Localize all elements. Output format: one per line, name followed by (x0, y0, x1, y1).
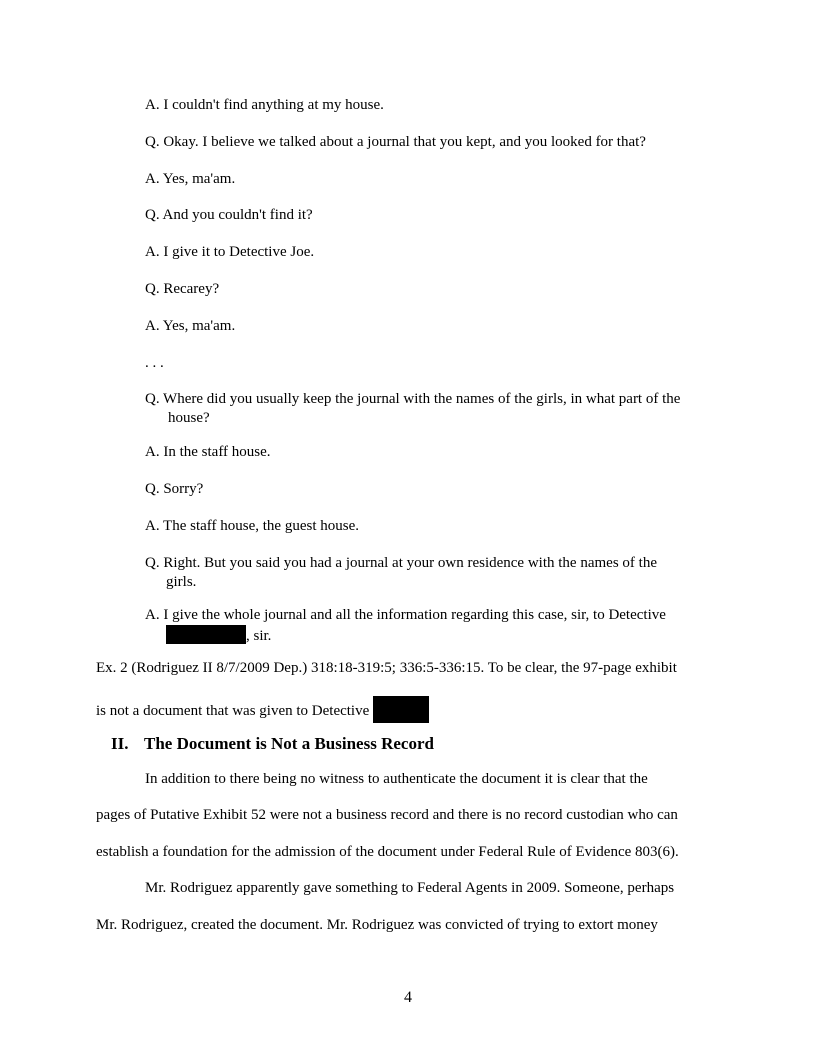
citation-text: is not a document that was given to Detective (96, 703, 370, 719)
paragraph-line: establish a foundation for the admission of the document under Federal Rule of Evidence 803(6). (96, 844, 679, 860)
transcript-line: Q. Sorry? (145, 481, 204, 497)
transcript-line: A. Yes, ma'am. (145, 318, 236, 334)
paragraph-line: Mr. Rodriguez apparently gave something to Federal Agents in 2009. Someone, perhaps (145, 880, 675, 896)
transcript-line: Q. Recarey? (145, 281, 220, 297)
transcript-line: Q. Okay. I believe we talked about a journal that you kept, and you looked for that? (145, 134, 646, 150)
transcript-line-continuation (145, 625, 725, 646)
transcript-line-text: Q. Right. But you said you had a journal at your own residence with the names of the (145, 555, 657, 571)
page-number: 4 (404, 989, 412, 1006)
paragraph-line: Mr. Rodriguez, created the document. Mr. Rodriguez was convicted of trying to extort money (96, 917, 658, 933)
transcript-line: A. The staff house, the guest house. (145, 518, 359, 534)
transcript-line: A. Yes, ma'am. (145, 171, 236, 187)
transcript-line-continuation: house? (168, 410, 210, 426)
section-title: The Document is Not a Business Record (144, 734, 434, 753)
section-heading (111, 734, 434, 754)
citation-line (96, 696, 726, 723)
redaction-block (166, 625, 246, 644)
transcript-line-suffix: , sir. (246, 628, 272, 644)
transcript-line: A. I give it to Detective Joe. (145, 244, 315, 260)
transcript-line-text: Q. Where did you usually keep the journal with the names of the girls, in what part of the (145, 391, 681, 407)
transcript-line: A. In the staff house. (145, 444, 271, 460)
citation-line: Ex. 2 (Rodriguez II 8/7/2009 Dep.) 318:18-319:5; 336:5-336:15. To be clear, the 97-page exhibit (96, 660, 677, 676)
transcript-line: Q. And you couldn't find it? (145, 207, 313, 223)
transcript-line: A. I couldn't find anything at my house. (145, 97, 384, 113)
transcript-line-text: A. I give the whole journal and all the information regarding this case, sir, to Detective (145, 607, 666, 623)
paragraph-line: pages of Putative Exhibit 52 were not a business record and there is no record custodian who can (96, 807, 678, 823)
section-number: II. (111, 734, 129, 753)
transcript-line-continuation: girls. (166, 574, 197, 590)
paragraph-line: In addition to there being no witness to authenticate the document it is clear that the (145, 771, 648, 787)
transcript-line (145, 606, 725, 646)
transcript-line (145, 554, 725, 592)
transcript-line (145, 390, 725, 428)
transcript-ellipsis: . . . (145, 355, 164, 371)
redaction-block (373, 696, 429, 723)
